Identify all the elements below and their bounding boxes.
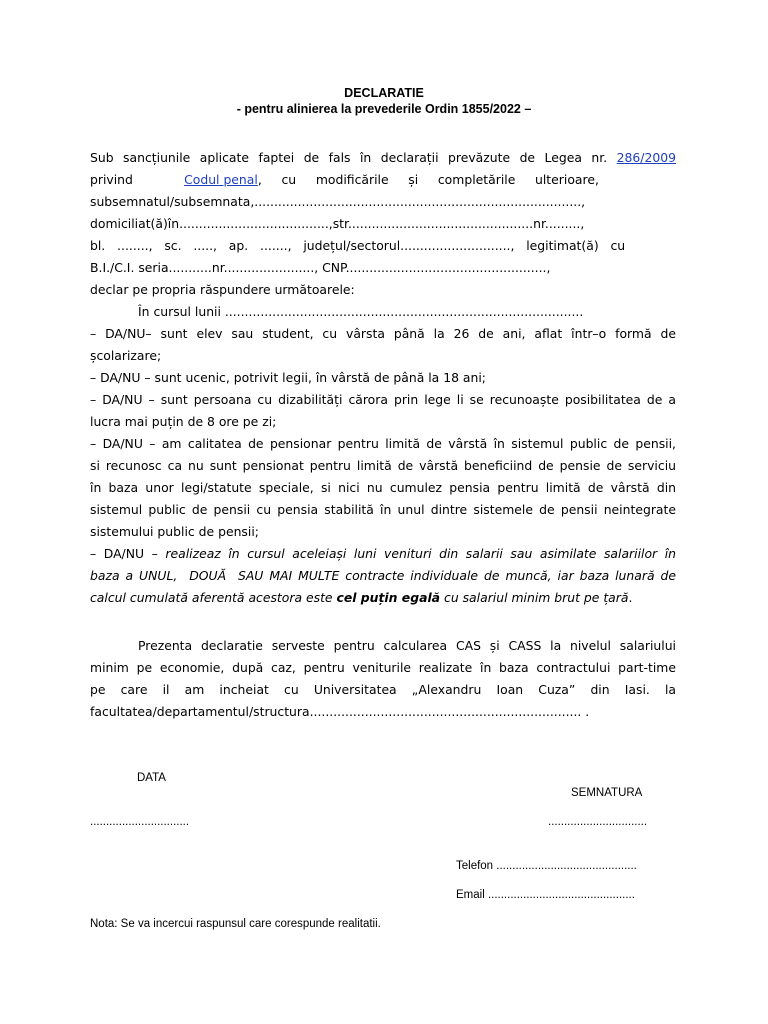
paragraph-line: școlarizare; <box>90 348 162 363</box>
paragraph-line: baza a UNUL, DOUĂ SAU MAI MULTE contracte individuale de muncă, iar baza lunară de <box>90 568 676 583</box>
paragraph-line: – DA/NU – sunt ucenic, potrivit legii, în vârstă de până la 18 ani; <box>90 370 486 385</box>
italic-text: realizeaz în cursul aceleiași luni venituri din salarii sau asimilate salariilor în <box>165 546 676 561</box>
paragraph-line: în baza unor legi/statute speciale, si nici nu cumulez pensia pentru limită de vârstă din <box>90 480 676 495</box>
paragraph-line: Prezenta declaratie serveste pentru calcularea CAS și CASS la nivelul salariului <box>138 638 676 653</box>
paragraph-line: facultatea/departamentul/structura..................................................................... . <box>90 704 590 719</box>
body-text: privind <box>90 172 133 187</box>
footnote: Nota: Se va incercui raspunsul care corespunde realitatii. <box>90 918 381 930</box>
italic-text: calcul cumulată aferentă acestora este <box>90 590 337 605</box>
paragraph-line: declar pe propria răspundere următoarele: <box>90 282 355 297</box>
italic-text: cu salariul minim brut pe țară <box>440 590 629 605</box>
paragraph-line: – DA/NU– sunt elev sau student, cu vârsta până la 26 de ani, aflat într–o formă de <box>90 326 676 341</box>
paragraph-line: minim pe economie, după caz, pentru veniturile realizate în baza contractului part-time <box>90 660 676 675</box>
body-text: , cu modificările și completările ulterioare, <box>257 172 599 187</box>
body-text: – DA/NU – <box>90 546 166 561</box>
paragraph-line: sistemului public de pensii; <box>90 524 259 539</box>
paragraph-line: bl. ........, sc. ....., ap. ......., județul/sectorul............................, legitimat(ă) cu <box>90 238 626 253</box>
paragraph-line: subsemnatul/subsemnata,..................................................................................., <box>90 194 586 209</box>
date-field: ............................... <box>90 816 190 828</box>
body-text: Sub sancțiunile aplicate faptei de fals în declarații prevăzute de Legea nr. <box>90 150 608 165</box>
signature-field: ............................... <box>548 816 648 828</box>
document-subtitle: - pentru alinierea la prevederile Ordin 1855/2022 – <box>236 102 532 116</box>
paragraph-line <box>90 172 676 188</box>
paragraph-line: În cursul lunii ........................................................................................... <box>138 304 584 319</box>
bold-italic-text: cel puțin egală <box>336 590 441 605</box>
penal-code-link[interactable]: Codul penal <box>184 172 258 187</box>
paragraph-line: lucra mai puțin de 8 ore pe zi; <box>90 414 277 429</box>
body-text: . <box>628 590 633 605</box>
paragraph-line <box>90 150 676 166</box>
paragraph-line: si recunosc ca nu sunt pensionat pentru limită de vârstă beneficiind de pensie de serviciu <box>90 458 676 473</box>
paragraph-line: – DA/NU – am calitatea de pensionar pentru limită de vârstă în sistemul public de pensii, <box>90 436 676 451</box>
paragraph-line <box>90 546 676 562</box>
law-link[interactable]: 286/2009 <box>616 150 676 165</box>
paragraph-line: pe care il am incheiat cu Universitatea „Alexandru Ioan Cuza” din Iasi. la <box>90 682 676 697</box>
paragraph-line <box>90 590 676 606</box>
paragraph-line: sistemul public de pensii cu pensia stabilită în unul dintre sistemele de pensii neintegrate <box>90 502 676 517</box>
signature-label: SEMNATURA <box>571 787 643 799</box>
date-label: DATA <box>137 772 166 784</box>
email-field: Email .............................................. <box>456 889 635 901</box>
paragraph-line: domiciliat(ă)în......................................,str...............................................nr........., <box>90 216 585 231</box>
paragraph-line: – DA/NU – sunt persoana cu dizabilități cărora prin lege li se recunoaște posibilitatea de a <box>90 392 676 407</box>
paragraph-line: B.I./C.I. seria...........nr......................., CNP..................................................., <box>90 260 551 275</box>
phone-field: Telefon ............................................ <box>456 860 637 872</box>
document-title: DECLARATIE <box>344 86 424 100</box>
